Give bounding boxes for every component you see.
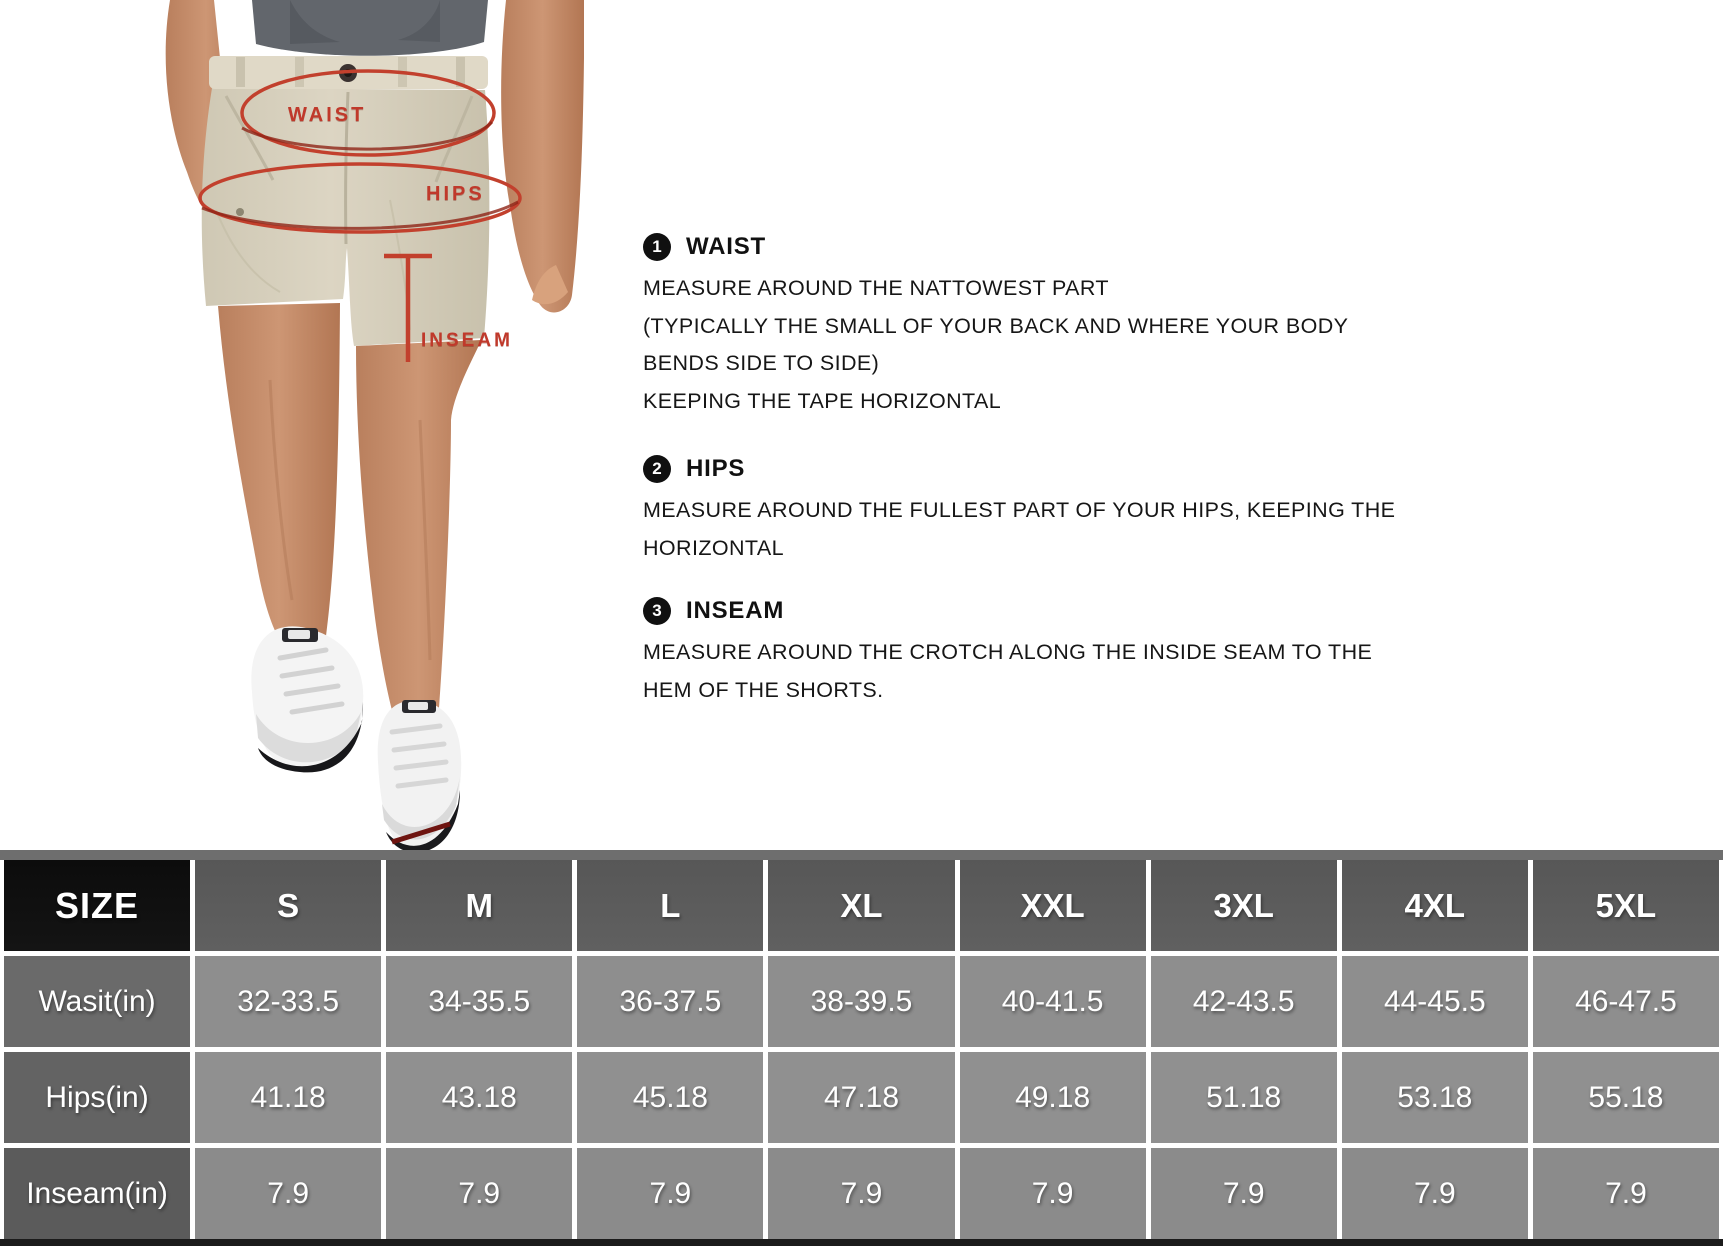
step-2-title: HIPS <box>686 455 746 482</box>
model-photo <box>140 0 595 860</box>
section-title-row <box>643 230 1348 264</box>
table-row-label: Wasit(in) <box>4 956 190 1047</box>
table-cell: 7.9 <box>195 1148 381 1239</box>
section-title-row <box>643 594 1372 628</box>
table-cell: 53.18 <box>1342 1052 1528 1143</box>
table-top-edge <box>0 850 1723 860</box>
table-cell: 7.9 <box>768 1148 954 1239</box>
instruction-line: HORIZONTAL <box>643 535 784 560</box>
step-3-badge: 3 <box>643 597 671 625</box>
table-header-xl: XL <box>768 860 954 951</box>
table-cell: 32-33.5 <box>195 956 381 1047</box>
table-cell: 55.18 <box>1533 1052 1719 1143</box>
table-header-xxl: XXL <box>960 860 1146 951</box>
table-header-m: M <box>386 860 572 951</box>
instruction-section-waist <box>643 230 1348 420</box>
model-figure-illustration <box>140 0 595 860</box>
table-cell: 7.9 <box>577 1148 763 1239</box>
section-body <box>643 634 1372 709</box>
table-row-label: Hips(in) <box>4 1052 190 1143</box>
model-shirt <box>252 0 488 56</box>
table-header-5xl: 5XL <box>1533 860 1719 951</box>
table-bottom-edge <box>0 1239 1723 1246</box>
table-cell: 38-39.5 <box>768 956 954 1047</box>
instruction-section-hips <box>643 452 1395 567</box>
table-cell: 36-37.5 <box>577 956 763 1047</box>
table-cell: 51.18 <box>1151 1052 1337 1143</box>
step-1-badge: 1 <box>643 233 671 261</box>
instruction-line: MEASURE AROUND THE CROTCH ALONG THE INSIDE SEAM TO THE <box>643 640 1373 664</box>
table-header-l: L <box>577 860 763 951</box>
step-3-title: INSEAM <box>686 597 785 624</box>
table-header-3xl: 3XL <box>1151 860 1337 951</box>
table-cell: 43.18 <box>386 1052 572 1143</box>
table-cell: 7.9 <box>960 1148 1146 1239</box>
table-cell: 7.9 <box>1151 1148 1337 1239</box>
instruction-line: MEASURE AROUND THE FULLEST PART OF YOUR HIPS, KEEPING THE <box>643 498 1396 522</box>
size-chart-table <box>0 850 1723 1246</box>
instruction-line: MEASURE AROUND THE NATTOWEST PART <box>643 276 1109 300</box>
instruction-line: KEEPING THE TAPE HORIZONTAL <box>643 388 1002 413</box>
section-title-row <box>643 452 1395 486</box>
table-cell: 40-41.5 <box>960 956 1146 1047</box>
table-cell: 49.18 <box>960 1052 1146 1143</box>
instruction-line: BENDS SIDE TO SIDE) <box>643 351 880 375</box>
step-1-title: WAIST <box>686 233 766 260</box>
inseam-annotation-label: INSEAM <box>421 330 513 351</box>
table-cell: 47.18 <box>768 1052 954 1143</box>
table-cell: 42-43.5 <box>1151 956 1337 1047</box>
table-cell: 46-47.5 <box>1533 956 1719 1047</box>
table-cell: 7.9 <box>1533 1148 1719 1239</box>
instruction-section-inseam <box>643 594 1372 709</box>
step-2-badge: 2 <box>643 455 671 483</box>
hips-annotation-label: HIPS <box>426 183 485 205</box>
instruction-line: (TYPICALLY THE SMALL OF YOUR BACK AND WHERE YOUR BODY <box>643 313 1349 338</box>
table-header-4xl: 4XL <box>1342 860 1528 951</box>
table-cell: 7.9 <box>386 1148 572 1239</box>
size-table-grid <box>0 860 1723 1239</box>
instruction-line: HEM OF THE SHORTS. <box>643 677 884 702</box>
section-body <box>643 270 1348 420</box>
table-header-s: S <box>195 860 381 951</box>
table-cell: 45.18 <box>577 1052 763 1143</box>
table-cell: 34-35.5 <box>386 956 572 1047</box>
table-corner-size: SIZE <box>4 860 190 951</box>
section-body <box>643 492 1395 567</box>
table-cell: 41.18 <box>195 1052 381 1143</box>
table-cell: 44-45.5 <box>1342 956 1528 1047</box>
waist-annotation-label: WAIST <box>288 104 367 126</box>
table-row-label: Inseam(in) <box>4 1148 190 1239</box>
table-cell: 7.9 <box>1342 1148 1528 1239</box>
